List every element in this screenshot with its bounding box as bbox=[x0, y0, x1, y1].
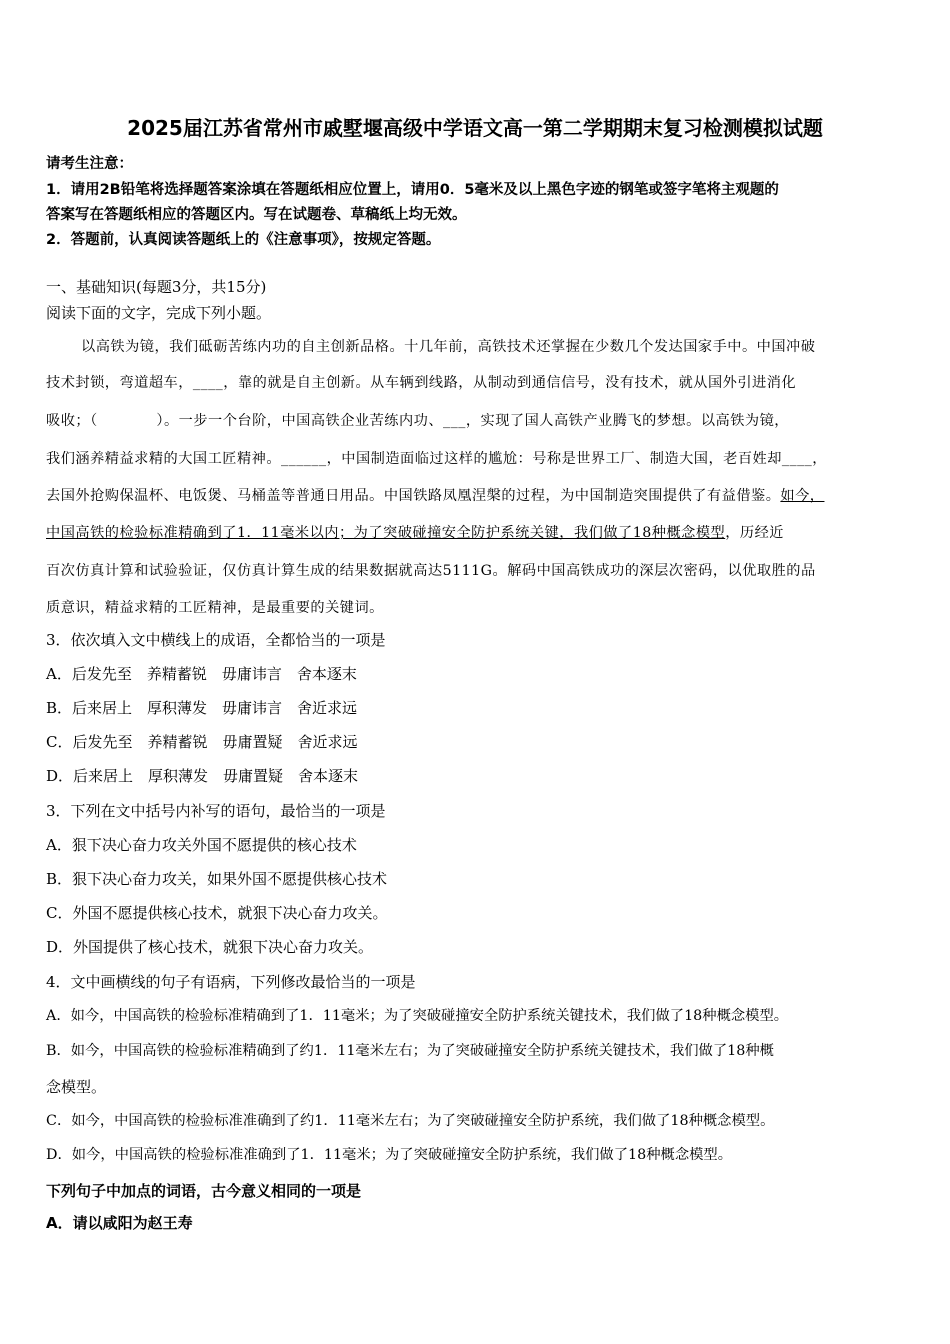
option-c: C．后发先至 养精蓄锐 毋庸置疑 舍近求远 bbox=[46, 733, 358, 751]
option-a: A．请以咸阳为赵王寿 bbox=[46, 1214, 193, 1232]
option-b-continued: 念模型。 bbox=[46, 1078, 107, 1096]
passage-line: 百次仿真计算和试验验证，仅仿真计算生成的结果数据就高达5111G。解码中国高铁成功的深层次密码，以优取胜的品 bbox=[46, 563, 816, 579]
option-a: A．如今，中国高铁的检验标准精确到了1．11毫米；为了突破碰撞安全防护系统关键技术，我们做了18种概念模型。 bbox=[46, 1008, 789, 1024]
option-d: D．后来居上 厚积薄发 毋庸置疑 舍本逐末 bbox=[46, 767, 359, 785]
section-heading: 一、基础知识(每题3分，共15分) bbox=[46, 278, 267, 296]
page-title: 2025届江苏省常州市戚墅堰高级中学语文高一第二学期期末复习检测模拟试题 bbox=[127, 116, 823, 140]
option-c: C．如今，中国高铁的检验标准准确到了约1．11毫米左右；为了突破碰撞安全防护系统，我们做了18种概念模型。 bbox=[46, 1113, 775, 1129]
section-instruction: 阅读下面的文字，完成下列小题。 bbox=[46, 304, 272, 322]
passage-line: 技术封锁，弯道超车，____，靠的就是自主创新。从车辆到线路，从制动到通信信号，没有技术，就从国外引进消化 bbox=[46, 375, 797, 391]
question-stem: 3．下列在文中括号内补写的语句，最恰当的一项是 bbox=[46, 802, 386, 820]
underlined-sentence: 中国高铁的检验标准精确到了1．11毫米以内；为了突破碰撞安全防护系统关键，我们做了18种概念模型 bbox=[46, 525, 726, 541]
notice-heading: 请考生注意： bbox=[46, 156, 133, 172]
option-b: B．狠下决心奋力攻关，如果外国不愿提供核心技术 bbox=[46, 870, 388, 888]
passage-line bbox=[46, 485, 824, 505]
underlined-sentence: 如今， bbox=[780, 488, 825, 504]
option-d: D．外国提供了核心技术，就狠下决心奋力攻关。 bbox=[46, 938, 374, 956]
option-d: D．如今，中国高铁的检验标准准确到了1．11毫米；为了突破碰撞安全防护系统，我们做了18种概念模型。 bbox=[46, 1147, 733, 1163]
question-stem: 下列句子中加点的词语，古今意义相同的一项是 bbox=[46, 1182, 362, 1200]
passage-text: ，历经近 bbox=[725, 525, 784, 541]
notice-item-2: 2．答题前，认真阅读答题纸上的《注意事项》，按规定答题。 bbox=[46, 232, 441, 248]
question-stem: 3．依次填入文中横线上的成语，全都恰当的一项是 bbox=[46, 631, 386, 649]
option-c: C．外国不愿提供核心技术，就狠下决心奋力攻关。 bbox=[46, 904, 388, 922]
notice-item-1-line-2: 答案写在答题纸相应的答题区内。写在试题卷、草稿纸上均无效。 bbox=[46, 207, 467, 223]
question-stem: 4．文中画横线的句子有语病，下列修改最恰当的一项是 bbox=[46, 973, 416, 991]
passage-line: 吸收；（ ）。一步一个台阶，中国高铁企业苦练内功、___，实现了国人高铁产业腾飞的梦想。以高铁为镜， bbox=[46, 413, 789, 429]
passage-text: 去国外抢购保温杯、电饭煲、马桶盖等普通日用品。中国铁路凤凰涅槃的过程，为中国制造突围提供了有益借鉴。 bbox=[46, 488, 781, 504]
passage-line: 以高铁为镜，我们砥砺苦练内功的自主创新品格。十几年前，高铁技术还掌握在少数几个发达国家手中。中国冲破 bbox=[81, 339, 816, 355]
option-b: B．如今，中国高铁的检验标准精确到了约1．11毫米左右；为了突破碰撞安全防护系统关键技术，我们做了18种概 bbox=[46, 1043, 774, 1059]
option-a: A．后发先至 养精蓄锐 毋庸讳言 舍本逐末 bbox=[46, 665, 357, 683]
option-a: A．狠下决心奋力攻关外国不愿提供的核心技术 bbox=[46, 836, 357, 854]
passage-line bbox=[46, 522, 784, 542]
passage-line: 我们涵养精益求精的大国工匠精神。______，中国制造面临过这样的尴尬：号称是世界工厂、制造大国，老百姓却____， bbox=[46, 451, 827, 467]
option-b: B．后来居上 厚积薄发 毋庸讳言 舍近求远 bbox=[46, 699, 358, 717]
notice-item-1-line-1: 1．请用2B铅笔将选择题答案涂填在答题纸相应位置上，请用0．5毫米及以上黑色字迹的钢笔或签字笔将主观题的 bbox=[46, 182, 779, 198]
passage-line: 质意识，精益求精的工匠精神，是最重要的关键词。 bbox=[46, 600, 384, 616]
